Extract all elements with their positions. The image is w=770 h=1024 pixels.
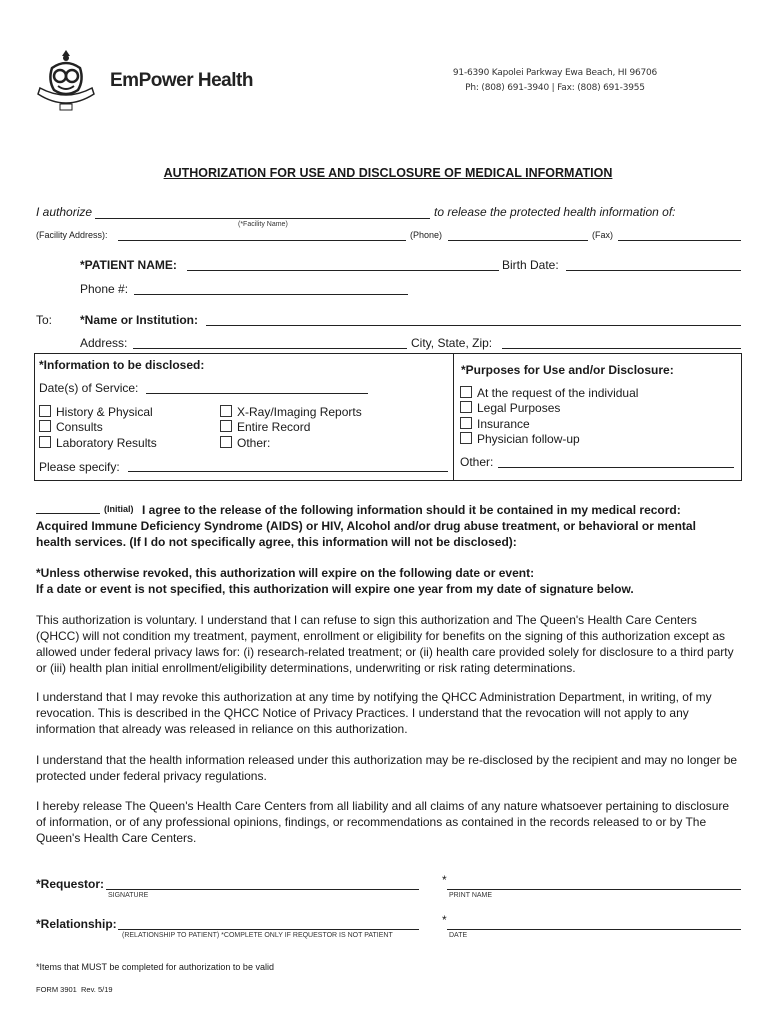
option-laboratory-results[interactable]: Laboratory Results [39, 436, 157, 450]
facility-fax-field[interactable] [618, 240, 741, 241]
form-id: FORM 3901 Rev. 5/19 [36, 985, 113, 994]
purposes-title: *Purposes for Use and/or Disclosure: [461, 363, 674, 377]
information-title: *Information to be disclosed: [39, 358, 205, 372]
dates-of-service-field[interactable] [146, 393, 368, 394]
form-title: AUTHORIZATION FOR USE AND DISCLOSURE OF MEDICAL INFORMATION [163, 166, 613, 180]
checkbox-icon[interactable] [460, 386, 472, 398]
checkbox-icon[interactable] [460, 432, 472, 444]
address-label: Address: [80, 336, 128, 350]
initial-label: (Initial) [104, 504, 134, 514]
city-state-zip-field[interactable] [502, 348, 741, 349]
option-consults[interactable]: Consults [39, 420, 103, 434]
relationship-caption: (RELATIONSHIP TO PATIENT) *COMPLETE ONLY IF REQUESTOR IS NOT PATIENT [122, 932, 393, 939]
checkbox-icon[interactable] [39, 405, 51, 417]
print-name-star: * [442, 873, 447, 887]
voluntary-paragraph: This authorization is voluntary. I understand that I can refuse to sign this authorization and The Queen's Health Care Centers (QHCC) will not condition my treatment, payment, enrollment or eligibility for benefits on the signing of this authorization except as allowed under federal privacy laws for: (i) research-related treatment; or (ii) health care provided solely for disclosure to a third party or (iii) health plan initial enrollment/eligibility determinations, underwriting or risk rating determinations. [36, 613, 734, 675]
relationship-field[interactable] [118, 929, 419, 930]
facility-name-caption: (*Facility Name) [238, 221, 288, 228]
release-paragraph: I hereby release The Queen's Health Care Centers from all liability and all claims of any nature whatsoever pertaining to disclosure of information, or of any professional opinions, findings, or recommendations as contained in the records released to or by The Queen's Health Care Centers. [36, 799, 730, 845]
facility-name-field[interactable] [95, 218, 430, 219]
date-field[interactable] [447, 929, 741, 930]
option-other[interactable]: Other: [220, 436, 270, 450]
option-history-physical[interactable]: History & Physical [39, 405, 153, 419]
please-specify-field[interactable] [128, 471, 448, 472]
patient-name-label: *PATIENT NAME: [80, 258, 177, 272]
facility-address-label: (Facility Address): [36, 230, 108, 240]
patient-name-field[interactable] [187, 270, 499, 271]
to-label: To: [36, 313, 53, 327]
expire-line-2: If a date or event is not specified, this authorization will expire one year from my date of signature below. [36, 582, 634, 596]
header-contact: Ph: (808) 691-3940 | Fax: (808) 691-3955 [465, 83, 645, 93]
dates-of-service-label: Date(s) of Service: [39, 381, 139, 395]
redisclose-paragraph: I understand that the health information released under this authorization may be re-disclosed by the recipient and may no longer be protected under federal privacy regulations. [36, 753, 738, 783]
revoke-paragraph: I understand that I may revoke this authorization at any time by notifying the QHCC Administration Department, in writing, of my revocation. This is described in the QHCC Notice of Privacy Practices. I understand that the revocation will not apply to any information that already was released in reliance on this authorization. [36, 690, 712, 736]
authorize-label: I authorize [36, 205, 93, 219]
date-star: * [442, 913, 447, 927]
header-address: 91-6390 Kapolei Parkway Ewa Beach, HI 96706 [452, 68, 658, 78]
checkbox-icon[interactable] [220, 420, 232, 432]
patient-phone-field[interactable] [134, 294, 408, 295]
date-caption: DATE [449, 932, 468, 939]
option-xray-imaging[interactable]: X-Ray/Imaging Reports [220, 405, 362, 419]
brand-name: EmPower Health [110, 70, 253, 91]
birth-date-label: Birth Date: [502, 258, 559, 272]
initial-field[interactable] [36, 513, 100, 514]
purpose-individual[interactable]: At the request of the individual [460, 386, 638, 400]
checkbox-icon[interactable] [39, 420, 51, 432]
initial-text-1: I agree to the release of the following information should it be contained in my medical record: [142, 503, 681, 517]
purpose-other-label: Other: [460, 455, 494, 469]
birth-date-field[interactable] [566, 270, 741, 271]
fax-label: (Fax) [592, 230, 613, 240]
facility-phone-field[interactable] [448, 240, 588, 241]
queens-seal-logo [30, 46, 102, 118]
purpose-insurance[interactable]: Insurance [460, 417, 530, 431]
checkbox-icon[interactable] [220, 405, 232, 417]
please-specify-label: Please specify: [39, 460, 120, 474]
print-name-field[interactable] [447, 889, 741, 890]
checkbox-icon[interactable] [460, 417, 472, 429]
institution-field[interactable] [206, 325, 741, 326]
patient-phone-label: Phone #: [80, 282, 129, 296]
option-entire-record[interactable]: Entire Record [220, 420, 310, 434]
print-name-caption: PRINT NAME [449, 892, 493, 899]
signature-caption: SIGNATURE [108, 892, 149, 899]
release-text: to release the protected health information of: [434, 205, 676, 219]
facility-address-field[interactable] [118, 240, 406, 241]
expire-line-1: *Unless otherwise revoked, this authorization will expire on the following date or event: [36, 566, 535, 580]
checkbox-icon[interactable] [220, 436, 232, 448]
signature-field[interactable] [106, 889, 419, 890]
city-state-zip-label: City, State, Zip: [411, 336, 493, 350]
initial-text-3: health services. (If I do not specifically agree, this information will not be disclosed): [36, 535, 517, 549]
checkbox-icon[interactable] [460, 401, 472, 413]
address-field[interactable] [133, 348, 407, 349]
required-note: *Items that MUST be completed for authorization to be valid [36, 962, 274, 972]
requestor-label: *Requestor: [36, 877, 105, 891]
purpose-physician-followup[interactable]: Physician follow-up [460, 432, 580, 446]
phone-label: (Phone) [410, 230, 443, 240]
purpose-other-field[interactable] [498, 467, 734, 468]
purpose-legal[interactable]: Legal Purposes [460, 401, 560, 415]
initial-text-2: Acquired Immune Deficiency Syndrome (AIDS) or HIV, Alcohol and/or drug abuse treatment, or behavioral or mental [36, 519, 696, 533]
institution-label: *Name or Institution: [80, 313, 199, 327]
relationship-label: *Relationship: [36, 917, 117, 931]
checkbox-icon[interactable] [39, 436, 51, 448]
